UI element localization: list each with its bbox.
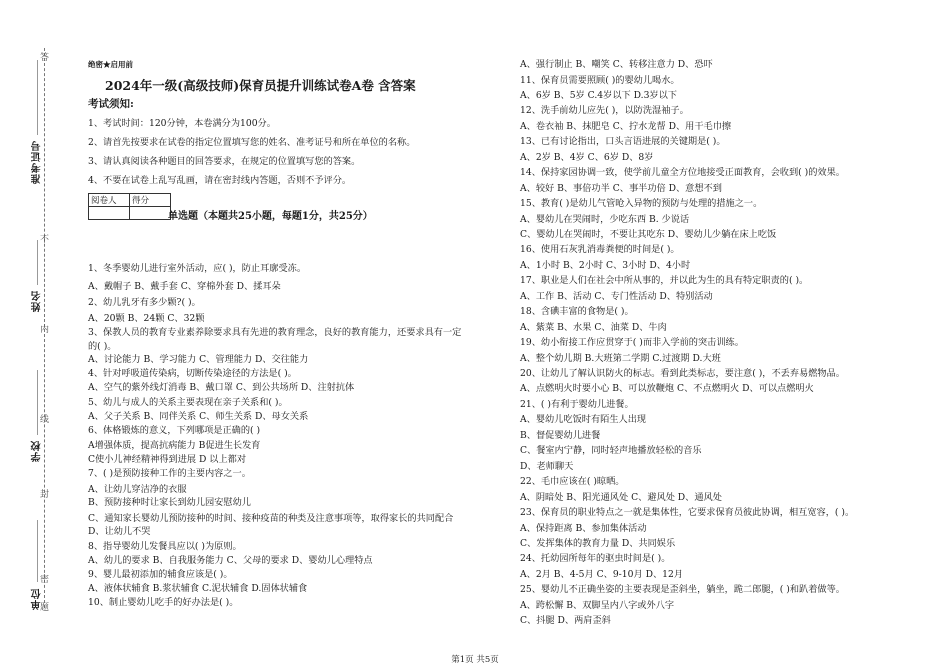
question-line: A、空气的紫外线灯消毒 B、戴口罩 C、到公共场所 D、注射抗体	[88, 382, 355, 393]
question-line: 5、幼儿与成人的关系主要表现在亲子关系和( )。	[88, 397, 288, 408]
question-line: C、婴幼儿在哭闹时，不要让其吃东 D、婴幼儿少躺在床上吃饭	[520, 228, 777, 240]
exam-number-line	[37, 60, 38, 135]
question-line: 14、保持家园协调一致，使学前儿童全方位地接受正面教育，会收到( )的效果。	[520, 167, 845, 179]
seal-mark-bu: 不	[40, 235, 50, 245]
question-line: A、保持距离 B、参加集体活动	[520, 522, 647, 534]
question-line: 16、使用石灰乳消毒粪便的时间是( )。	[520, 244, 680, 256]
question-line: A、婴幼儿在哭闹时，少吃东西 B. 少说话	[520, 213, 690, 225]
question-line: 20、让幼儿了解认识防火的标志。看到此类标志，要注意( )，不丢弃易燃物品。	[520, 368, 845, 379]
notice-item: 4、不要在试卷上乱写乱画，请在密封线内答题，否则不予评分。	[88, 175, 352, 186]
question-line: 1、冬季婴幼儿进行室外活动，应( )，防止耳廓受冻。	[88, 263, 307, 274]
question-line: B、督促婴幼儿进餐	[520, 429, 601, 441]
question-line: 19、幼小衔接工作应贯穿于( )而非入学前的突击训练。	[520, 337, 744, 349]
seal-mark-feng: 封	[40, 490, 50, 500]
question-line: 4、针对呼吸道传染病，切断传染途径的方法是( )。	[88, 368, 297, 379]
secret-mark: 绝密★启用前	[88, 60, 133, 69]
question-line: 18、含碘丰富的食物是( )。	[520, 306, 634, 318]
question-line: 12、洗手前幼儿应先( )，以防洗湿袖子。	[520, 105, 689, 117]
question-line: A、强行制止 B、嘲笑 C、转移注意力 D、恐吓	[520, 59, 713, 70]
question-line: 25、婴幼儿不正确坐姿的主要表现是歪斜坐，躺坐，跪二郎腿，( )和趴着做等。	[520, 584, 845, 596]
seal-mark-xian: 线	[40, 415, 50, 425]
notice-item: 3、请认真阅读各种题目的回答要求，在规定的位置填写您的答案。	[88, 156, 361, 167]
question-line: D、让幼儿不哭	[88, 526, 151, 537]
question-line: A、父子关系 B、同伴关系 C、师生关系 D、母女关系	[88, 411, 309, 422]
name-label: 姓名	[32, 290, 43, 312]
question-line: 9、婴儿最初添加的辅食应该是( )。	[88, 569, 233, 580]
name-line	[37, 240, 38, 285]
question-line: 24、托幼园所每年的驱虫时间是( )。	[520, 553, 671, 565]
unit-label: 单位	[32, 588, 43, 610]
exam-number-label: 准考证号	[32, 140, 43, 184]
question-line: 7、( )是预防接种工作的主要内容之一。	[88, 468, 251, 479]
page-footer: 第1页 共5页	[451, 655, 499, 665]
question-line: 13、已有讨论指出，口头言语进展的关键期是( )。	[520, 136, 726, 148]
question-line: A、让幼儿穿洁净的衣服	[88, 484, 187, 495]
question-line: 23、保育员的职业特点之一就是集体性，它要求保育员彼此协调，相互宽容，( )。	[520, 507, 855, 518]
question-line: 15、教育( )是幼儿气管呛入异物的预防与处理的措施之一。	[520, 198, 763, 209]
unit-line	[37, 520, 38, 582]
question-line: A、20颗 B、24颗 C、32颗	[88, 313, 205, 324]
question-line: B、预防接种时让家长到幼儿园安慰幼儿	[88, 497, 251, 508]
question-line: A、2月 B、4-5月 C、9-10月 D、12月	[520, 568, 684, 580]
question-line: C、通知家长婴幼儿预防接种的时间、接种疫苗的种类及注意事项等，取得家长的共同配合	[88, 513, 454, 524]
question-line: C、抖腿 D、两肩歪斜	[520, 615, 611, 627]
question-line: A、讨论能力 B、学习能力 C、管理能力 D、交往能力	[88, 354, 309, 365]
seal-mark-ti: 题	[40, 603, 50, 613]
question-line: 3、保教人员的教育专业素养除要求具有先进的教育理念，良好的教育能力，还要求具有一定	[88, 327, 462, 338]
notice-heading: 考试须知:	[88, 98, 134, 110]
section-heading: 单选题（本题共25小题，每题1分，共25分）	[168, 211, 373, 222]
score-cell: 得分	[130, 194, 171, 207]
question-line: 6、体格锻炼的意义，下列哪项是正确的( )	[88, 425, 261, 436]
question-line: 11、保育员需要照顾( )的婴幼儿喝水。	[520, 74, 680, 86]
question-line: A增强体质，提高抗病能力 B促进生长发育	[88, 440, 261, 451]
score-table	[88, 193, 171, 220]
question-line: A、戴帽子 B、戴手套 C、穿棉外套 D、揉耳朵	[88, 281, 281, 292]
question-line: A、点燃明火时要小心 B、可以放鞭炮 C、不点燃明火 D、可以点燃明火	[520, 383, 814, 395]
school-label: 学校	[32, 440, 43, 462]
question-line: C、发挥集体的教育力量 D、共同娱乐	[520, 538, 676, 549]
question-line: A、整个幼儿期 B.大班第二学期 C.过渡期 D.大班	[520, 352, 721, 364]
question-line: A、卷衣袖 B、抹肥皂 C、拧水龙帮 D、用干毛巾擦	[520, 120, 732, 132]
question-line: C使小儿神经精神得到进展 D 以上都对	[88, 454, 247, 465]
exam-title: 2024年一级(高级技师)保育员提升训练试卷A卷 含答案	[105, 78, 416, 93]
question-line: 17、职业是人们在社会中所从事的，并以此为生的具有特定职责的( )。	[520, 275, 809, 287]
question-line: A、紫菜 B、水果 C、油菜 D、牛肉	[520, 321, 667, 333]
question-line: A、较好 B、事倍功半 C、事半功倍 D、意想不到	[520, 182, 722, 194]
reviewer-blank[interactable]	[89, 207, 130, 220]
question-line: 21、( )有利于婴幼儿进餐。	[520, 398, 634, 410]
question-line: A、工作 B、活动 C、专门性活动 D、特别活动	[520, 290, 713, 302]
reviewer-cell: 阅卷人	[89, 194, 130, 207]
question-line: A、跨松懈 B、双脚呈内八字或外八字	[520, 599, 675, 611]
question-line: 10、制止婴幼儿吃手的好办法是( )。	[88, 597, 239, 608]
school-line	[37, 370, 38, 435]
question-line: A、2岁 B、4岁 C、6岁 D、8岁	[520, 151, 654, 163]
question-line: C、餐室内宁静，同时轻声地播放轻松的音乐	[520, 445, 702, 457]
notice-item: 2、请首先按要求在试卷的指定位置填写您的姓名、准考证号和所在单位的名称。	[88, 137, 416, 148]
seal-mark-nei: 内	[40, 325, 50, 335]
seal-mark-mi: 密	[40, 575, 50, 585]
score-blank[interactable]	[130, 207, 171, 220]
question-line: A、1小时 B、2小时 C、3小时 D、4小时	[520, 259, 691, 271]
question-line: 8、指导婴幼儿发餐具应以( )为原则。	[88, 541, 242, 552]
question-line: A、液体状辅食 B.浆状辅食 C.泥状辅食 D.固体状辅食	[88, 583, 308, 594]
question-line: A、幼儿的要求 B、自我服务能力 C、父母的要求 D、婴幼儿心理特点	[88, 555, 373, 566]
question-line: D、老师聊天	[520, 460, 574, 472]
notice-item: 1、考试时间：120分钟，本卷满分为100分。	[88, 118, 276, 129]
seal-mark-da: 答	[40, 53, 50, 63]
question-line: A、婴幼儿吃饭时有陌生人出现	[520, 414, 647, 426]
question-line: A、阴暗处 B、阳光通风处 C、避风处 D、通风处	[520, 491, 722, 503]
question-line: 的( )。	[88, 341, 117, 352]
question-line: A、6岁 B、5岁 C.4岁以下 D.3岁以下	[520, 89, 677, 101]
question-line: 2、幼儿乳牙有多少颗?( )。	[88, 297, 201, 308]
question-line: 22、毛巾应该在( )晾晒。	[520, 476, 625, 488]
